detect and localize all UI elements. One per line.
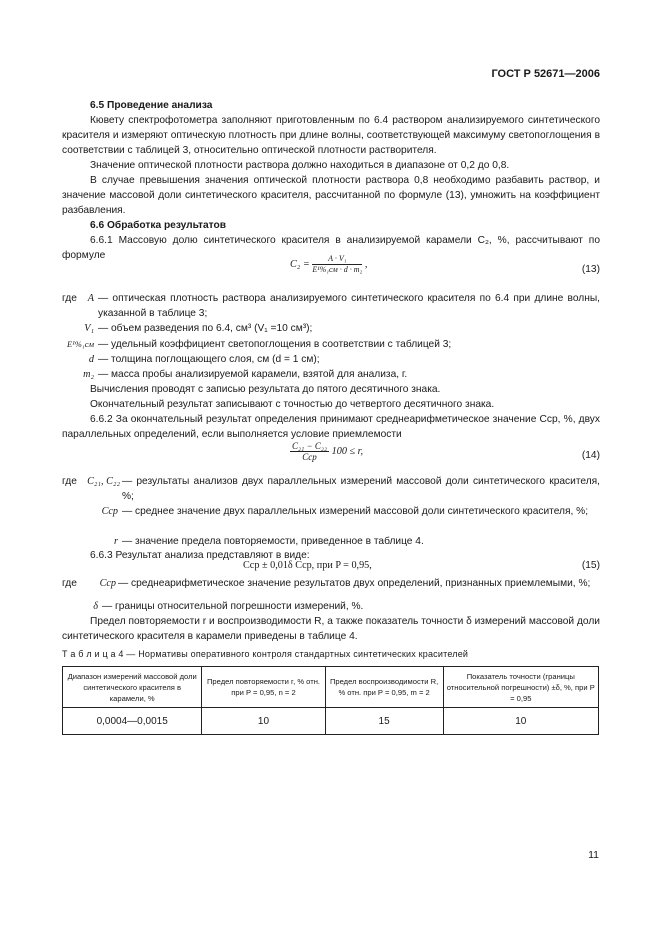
table-cell: 10 — [443, 708, 598, 735]
equation-number-14: (14) — [581, 450, 600, 461]
def-term: m₂ — [83, 369, 94, 380]
def-pre: где — [62, 578, 77, 589]
def-text: — границы относительной погрешности измерений, %. — [102, 601, 364, 612]
formula-13-numerator: A · V₁ — [312, 254, 362, 265]
def-term: C₂₁, C₂₂ — [87, 476, 120, 487]
section-6-6-1-text: 6.6.1 Массовую долю синтетического красителя в анализируемой карамели C₂, %, рассчитывают по формуле — [62, 235, 600, 261]
table-cell: 10 — [202, 708, 325, 735]
def-term: d — [88, 354, 94, 365]
def-term: r — [114, 536, 118, 547]
def-text: — удельный коэффициент светопоглощения в соответствии с таблицей 3; — [98, 339, 452, 350]
def-term: Cср — [99, 578, 116, 589]
table-header-cell: Предел повторяемости r, % отн. при P = 0,95, n = 2 — [202, 667, 325, 708]
def-text: — масса пробы анализируемой карамели, взятой для анализа, г. — [98, 369, 408, 380]
formula-14-denominator: Cср — [302, 452, 317, 462]
def-term: δ — [93, 601, 98, 612]
formula-14-fraction — [290, 441, 329, 462]
limits-paragraph: Предел повторяемости r и воспроизводимости R, а также показатель точности δ измерений массовой доли синтетического красителя в карамели приведены в таблице 4. — [62, 616, 600, 642]
def-pre: где — [62, 476, 77, 487]
section-6-5-p2: Значение оптической плотности раствора должно находиться в диапазоне от 0,2 до 0,8. — [90, 160, 510, 171]
table-cell: 0,0004—0,0015 — [63, 708, 202, 735]
formula-13-fraction — [312, 254, 362, 275]
formula-14-tail: 100 ≤ r, — [331, 445, 364, 457]
def-term: E¹%₁см — [67, 339, 94, 349]
table-header-cell: Предел воспроизводимости R, % отн. при P = 0,95, m = 2 — [325, 667, 443, 708]
table-row — [63, 708, 599, 735]
calc-note-2: Окончательный результат записывают с точностью до четвертого десятичного знака. — [90, 399, 495, 410]
def-term: Cср — [101, 506, 118, 517]
formula-15: Cср ± 0,01δ Cср, при P = 0,95, — [243, 560, 372, 571]
formula-14 — [290, 441, 363, 462]
section-6-5-p3: В случае превышения значения оптической плотности раствора 0,8 необходимо разбавить раствор, и значение массовой доли синтетического красителя, рассчитанной по формуле (13), умножить на коэффициент разбавления. — [62, 175, 600, 216]
formula-14-numerator: C₂₁ − C₂₂ — [292, 441, 328, 451]
def-text: — среднеарифметическое значение результатов двух определений, признанных приемлемыми, %; — [118, 578, 591, 589]
table-header-row — [63, 667, 599, 708]
section-6-5-title: 6.5 Проведение анализа — [90, 100, 213, 111]
section-6-6-3-text: 6.6.3 Результат анализа представляют в виде: — [90, 550, 310, 561]
def-text: — результаты анализов двух параллельных измерений массовой доли синтетического красителя, %; — [122, 476, 600, 502]
table-header-cell: Показатель точности (границы относительной погрешности) ±δ, %, при P = 0,95 — [443, 667, 598, 708]
equation-number-15: (15) — [581, 560, 600, 571]
def-text: — объем разведения по 6.4, см³ (V₁ =10 см³); — [98, 323, 313, 334]
def-term: A — [87, 293, 94, 304]
table-header-cell: Диапазон измерений массовой доли синтетического красителя в карамели, % — [63, 667, 202, 708]
calc-note-1: Вычисления проводят с записью результата до пятого десятичного знака. — [90, 384, 441, 395]
formula-13-lhs: C₂ = — [290, 258, 310, 270]
section-6-5-p1: Кювету спектрофотометра заполняют приготовленным по 6.4 раствором анализируемого синтетического красителя и измеряют оптическую плотность при длине волны, соответствующей максимуму светопоглощения в соответствии с таблицей 3, относительно оптической плотности растворителя. — [62, 115, 600, 156]
def-text: — оптическая плотность раствора анализируемого синтетического красителя по 6.4 при длине волны, указанной в таблице 3; — [98, 293, 600, 319]
def-text: — толщина поглощающего слоя, см (d = 1 см); — [98, 354, 320, 365]
equation-number-13: (13) — [581, 264, 600, 275]
section-6-6-2-text: 6.6.2 За окончательный результат определения принимают среднеарифметическое значение Cср, %, двух параллельных определений, если выполняется условие приемлемости — [62, 414, 600, 440]
def-pre: где — [62, 293, 77, 304]
def-text: — значение предела повторяемости, приведенное в таблице 4. — [122, 536, 424, 547]
formula-13-denominator: E¹%₁см · d · m₂ — [312, 265, 363, 274]
formula-13-tail: , — [364, 258, 368, 270]
table-4-caption: Т а б л и ц а 4 — Нормативы оперативного контроля стандартных синтетических красителей — [62, 649, 469, 659]
section-6-6-title: 6.6 Обработка результатов — [90, 220, 227, 231]
table-4 — [62, 666, 599, 735]
page-number: 11 — [588, 849, 599, 861]
def-text: — среднее значение двух параллельных измерений массовой доли синтетического красителя, %; — [122, 506, 589, 517]
document-code: ГОСТ Р 52671—2006 — [491, 68, 600, 80]
table-cell: 15 — [325, 708, 443, 735]
formula-13 — [290, 254, 367, 275]
def-term: V₁ — [84, 323, 94, 334]
